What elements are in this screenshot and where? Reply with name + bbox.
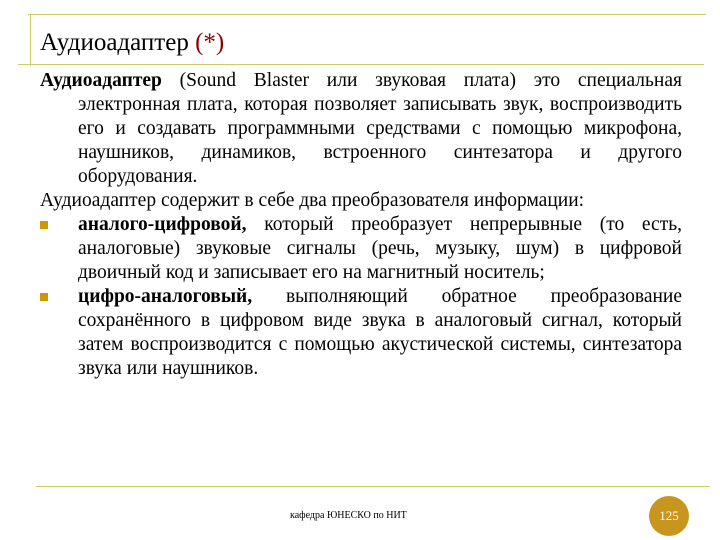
square-bullet-icon [40, 221, 48, 229]
title-underline [18, 64, 704, 65]
slide-title [40, 28, 224, 58]
square-bullet-icon [40, 293, 48, 301]
bullet-item [40, 213, 682, 285]
intro-paragraph [40, 69, 682, 189]
contains-paragraph: Аудиоадаптер содержит в себе два преобразователя информации: [40, 190, 585, 211]
intro-term: Аудиоадаптер [40, 70, 162, 91]
page-number-badge: 125 [649, 496, 689, 536]
bullet-term: цифро-аналоговый, [78, 286, 253, 307]
slide-body [40, 69, 682, 381]
frame-vertical-line [30, 14, 31, 66]
bullet-text: выполняющий обратное преобразование сохранённого в цифровом виде звука в аналоговый сигнал, который затем воспроизводится с помощью акустической системы, синтезатора звука или наушников. [78, 286, 682, 379]
intro-text: (Sound Blaster или звуковая плата) это специальная электронная плата, которая позволяет записывать звук, воспроизводить его и создавать программными средствами с помощью микрофона, наушников, динамиков, встроенного синтезатора и другого оборудования. [78, 70, 682, 187]
bullet-text: который преобразует непрерывные (то есть, аналоговые) звуковые сигналы (речь, музыку, шум) в цифровой двоичный код и записывает его на магнитный носитель; [78, 214, 682, 283]
footer-line [36, 486, 710, 487]
bullet-term: аналого-цифровой, [78, 214, 247, 235]
footer-text: кафедра ЮНЕСКО по НИТ [290, 510, 407, 521]
title-main: Аудиоадаптер [40, 29, 189, 56]
frame-top-line [28, 14, 706, 15]
bullet-item [40, 285, 682, 381]
title-mark: (*) [195, 29, 225, 56]
